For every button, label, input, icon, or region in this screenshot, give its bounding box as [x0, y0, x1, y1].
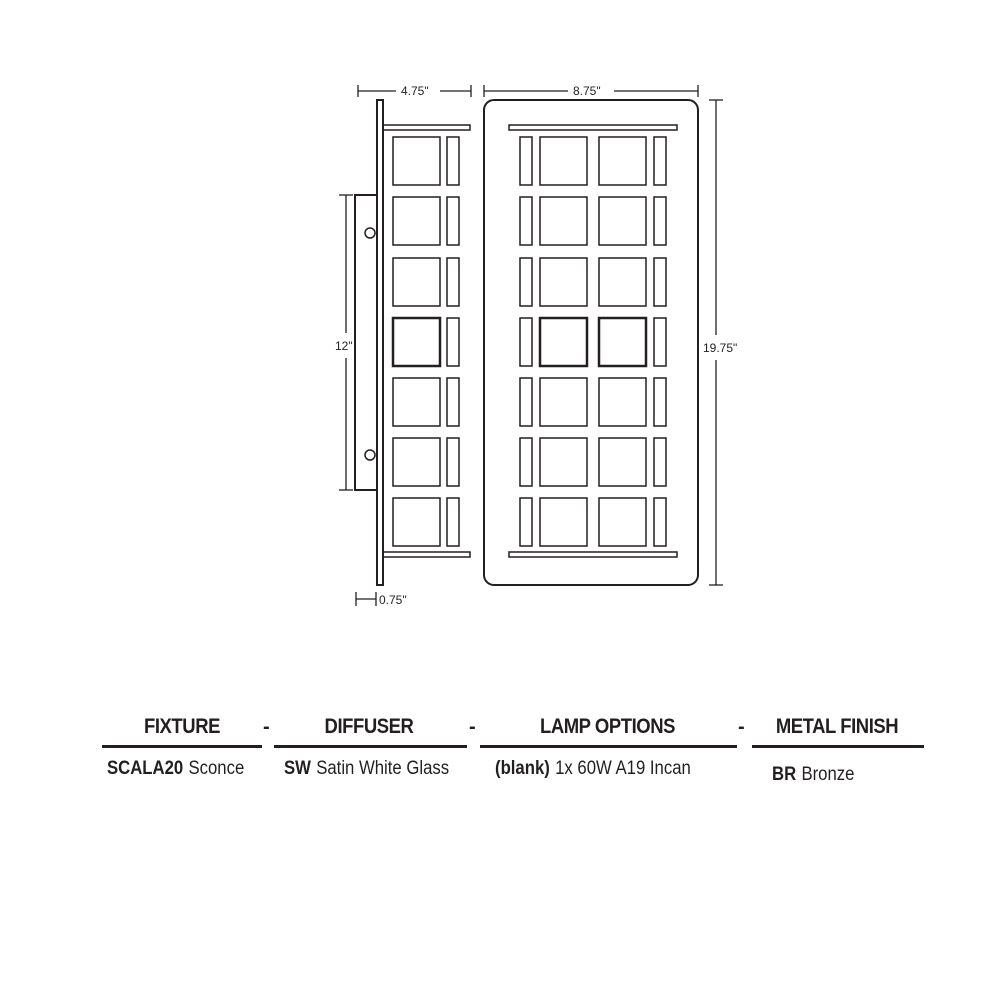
- header-rule: [274, 745, 467, 748]
- side-pane-grid: [393, 137, 459, 546]
- front-glass-slot: [520, 438, 532, 486]
- separator: -: [263, 716, 270, 738]
- dim-overall-height-label: 19.75": [703, 341, 738, 355]
- option-code: BR: [772, 764, 797, 785]
- dim-depth-label: 4.75": [401, 84, 429, 98]
- front-glass-pane: [540, 378, 587, 426]
- side-glass-slot: [447, 258, 459, 306]
- front-glass-slot: [654, 197, 666, 245]
- front-glass-slot: [520, 318, 532, 366]
- side-glass-slot: [447, 498, 459, 546]
- front-glass-pane: [599, 197, 646, 245]
- spec-table: [0, 712, 1000, 812]
- front-pane-grid: [520, 137, 666, 546]
- side-glass-slot: [447, 318, 459, 366]
- dim-width-label: 8.75": [573, 84, 601, 98]
- option-fixture: [107, 756, 244, 782]
- front-glass-slot: [520, 498, 532, 546]
- side-backplate: [355, 195, 377, 490]
- side-glass-pane: [393, 197, 440, 245]
- front-glass-pane: [540, 318, 587, 366]
- header-fixture: FIXTURE: [144, 715, 220, 738]
- front-glass-slot: [520, 197, 532, 245]
- option-diffuser: [284, 756, 449, 782]
- front-view: [484, 100, 698, 585]
- side-glass-slot: [447, 137, 459, 185]
- side-bottom-cap: [383, 552, 470, 557]
- header-diffuser: DIFFUSER: [324, 715, 414, 738]
- side-glass-pane: [393, 438, 440, 486]
- separator: -: [738, 716, 745, 738]
- front-glass-slot: [520, 258, 532, 306]
- side-glass-slot: [447, 438, 459, 486]
- side-glass-slot: [447, 378, 459, 426]
- separator: -: [469, 716, 476, 738]
- side-glass-pane: [393, 378, 440, 426]
- side-view: [355, 100, 470, 585]
- front-bottom-cap: [509, 552, 677, 557]
- front-glass-pane: [599, 318, 646, 366]
- front-glass-pane: [599, 438, 646, 486]
- header-rule: [102, 745, 262, 748]
- header-rule: [752, 745, 924, 748]
- front-glass-slot: [654, 438, 666, 486]
- header-rule: [480, 745, 737, 748]
- option-label: Satin White Glass: [316, 758, 450, 779]
- front-glass-pane: [540, 438, 587, 486]
- option-label: 1x 60W A19 Incan: [555, 758, 691, 779]
- dim-backplate-height-label: 12": [335, 339, 353, 353]
- option-finish: [772, 762, 854, 788]
- front-glass-slot: [520, 137, 532, 185]
- mounting-hole-top: [365, 228, 375, 238]
- front-glass-slot: [654, 137, 666, 185]
- header-lamp-options: LAMP OPTIONS: [539, 715, 676, 738]
- option-lamp: [495, 756, 691, 782]
- dim-backplate-depth-label: 0.75": [379, 593, 407, 607]
- front-glass-slot: [654, 378, 666, 426]
- side-glass-pane: [393, 318, 440, 366]
- front-glass-pane: [599, 498, 646, 546]
- side-top-cap: [383, 125, 470, 130]
- front-glass-slot: [654, 258, 666, 306]
- header-metal-finish: METAL FINISH: [775, 715, 899, 738]
- front-glass-slot: [654, 318, 666, 366]
- option-label: Bronze: [801, 764, 855, 785]
- option-code: SCALA20: [107, 758, 184, 779]
- front-top-cap: [509, 125, 677, 130]
- side-glass-slot: [447, 197, 459, 245]
- option-code: SW: [284, 758, 311, 779]
- front-glass-pane: [540, 197, 587, 245]
- front-glass-pane: [540, 498, 587, 546]
- side-glass-pane: [393, 498, 440, 546]
- front-glass-pane: [540, 137, 587, 185]
- option-code: (blank): [495, 758, 550, 779]
- front-glass-slot: [520, 378, 532, 426]
- side-glass-pane: [393, 137, 440, 185]
- side-plate: [377, 100, 383, 585]
- front-glass-slot: [654, 498, 666, 546]
- option-label: Sconce: [188, 758, 245, 779]
- front-glass-pane: [599, 137, 646, 185]
- front-glass-pane: [540, 258, 587, 306]
- front-glass-pane: [599, 258, 646, 306]
- front-glass-pane: [599, 378, 646, 426]
- mounting-hole-bottom: [365, 450, 375, 460]
- side-glass-pane: [393, 258, 440, 306]
